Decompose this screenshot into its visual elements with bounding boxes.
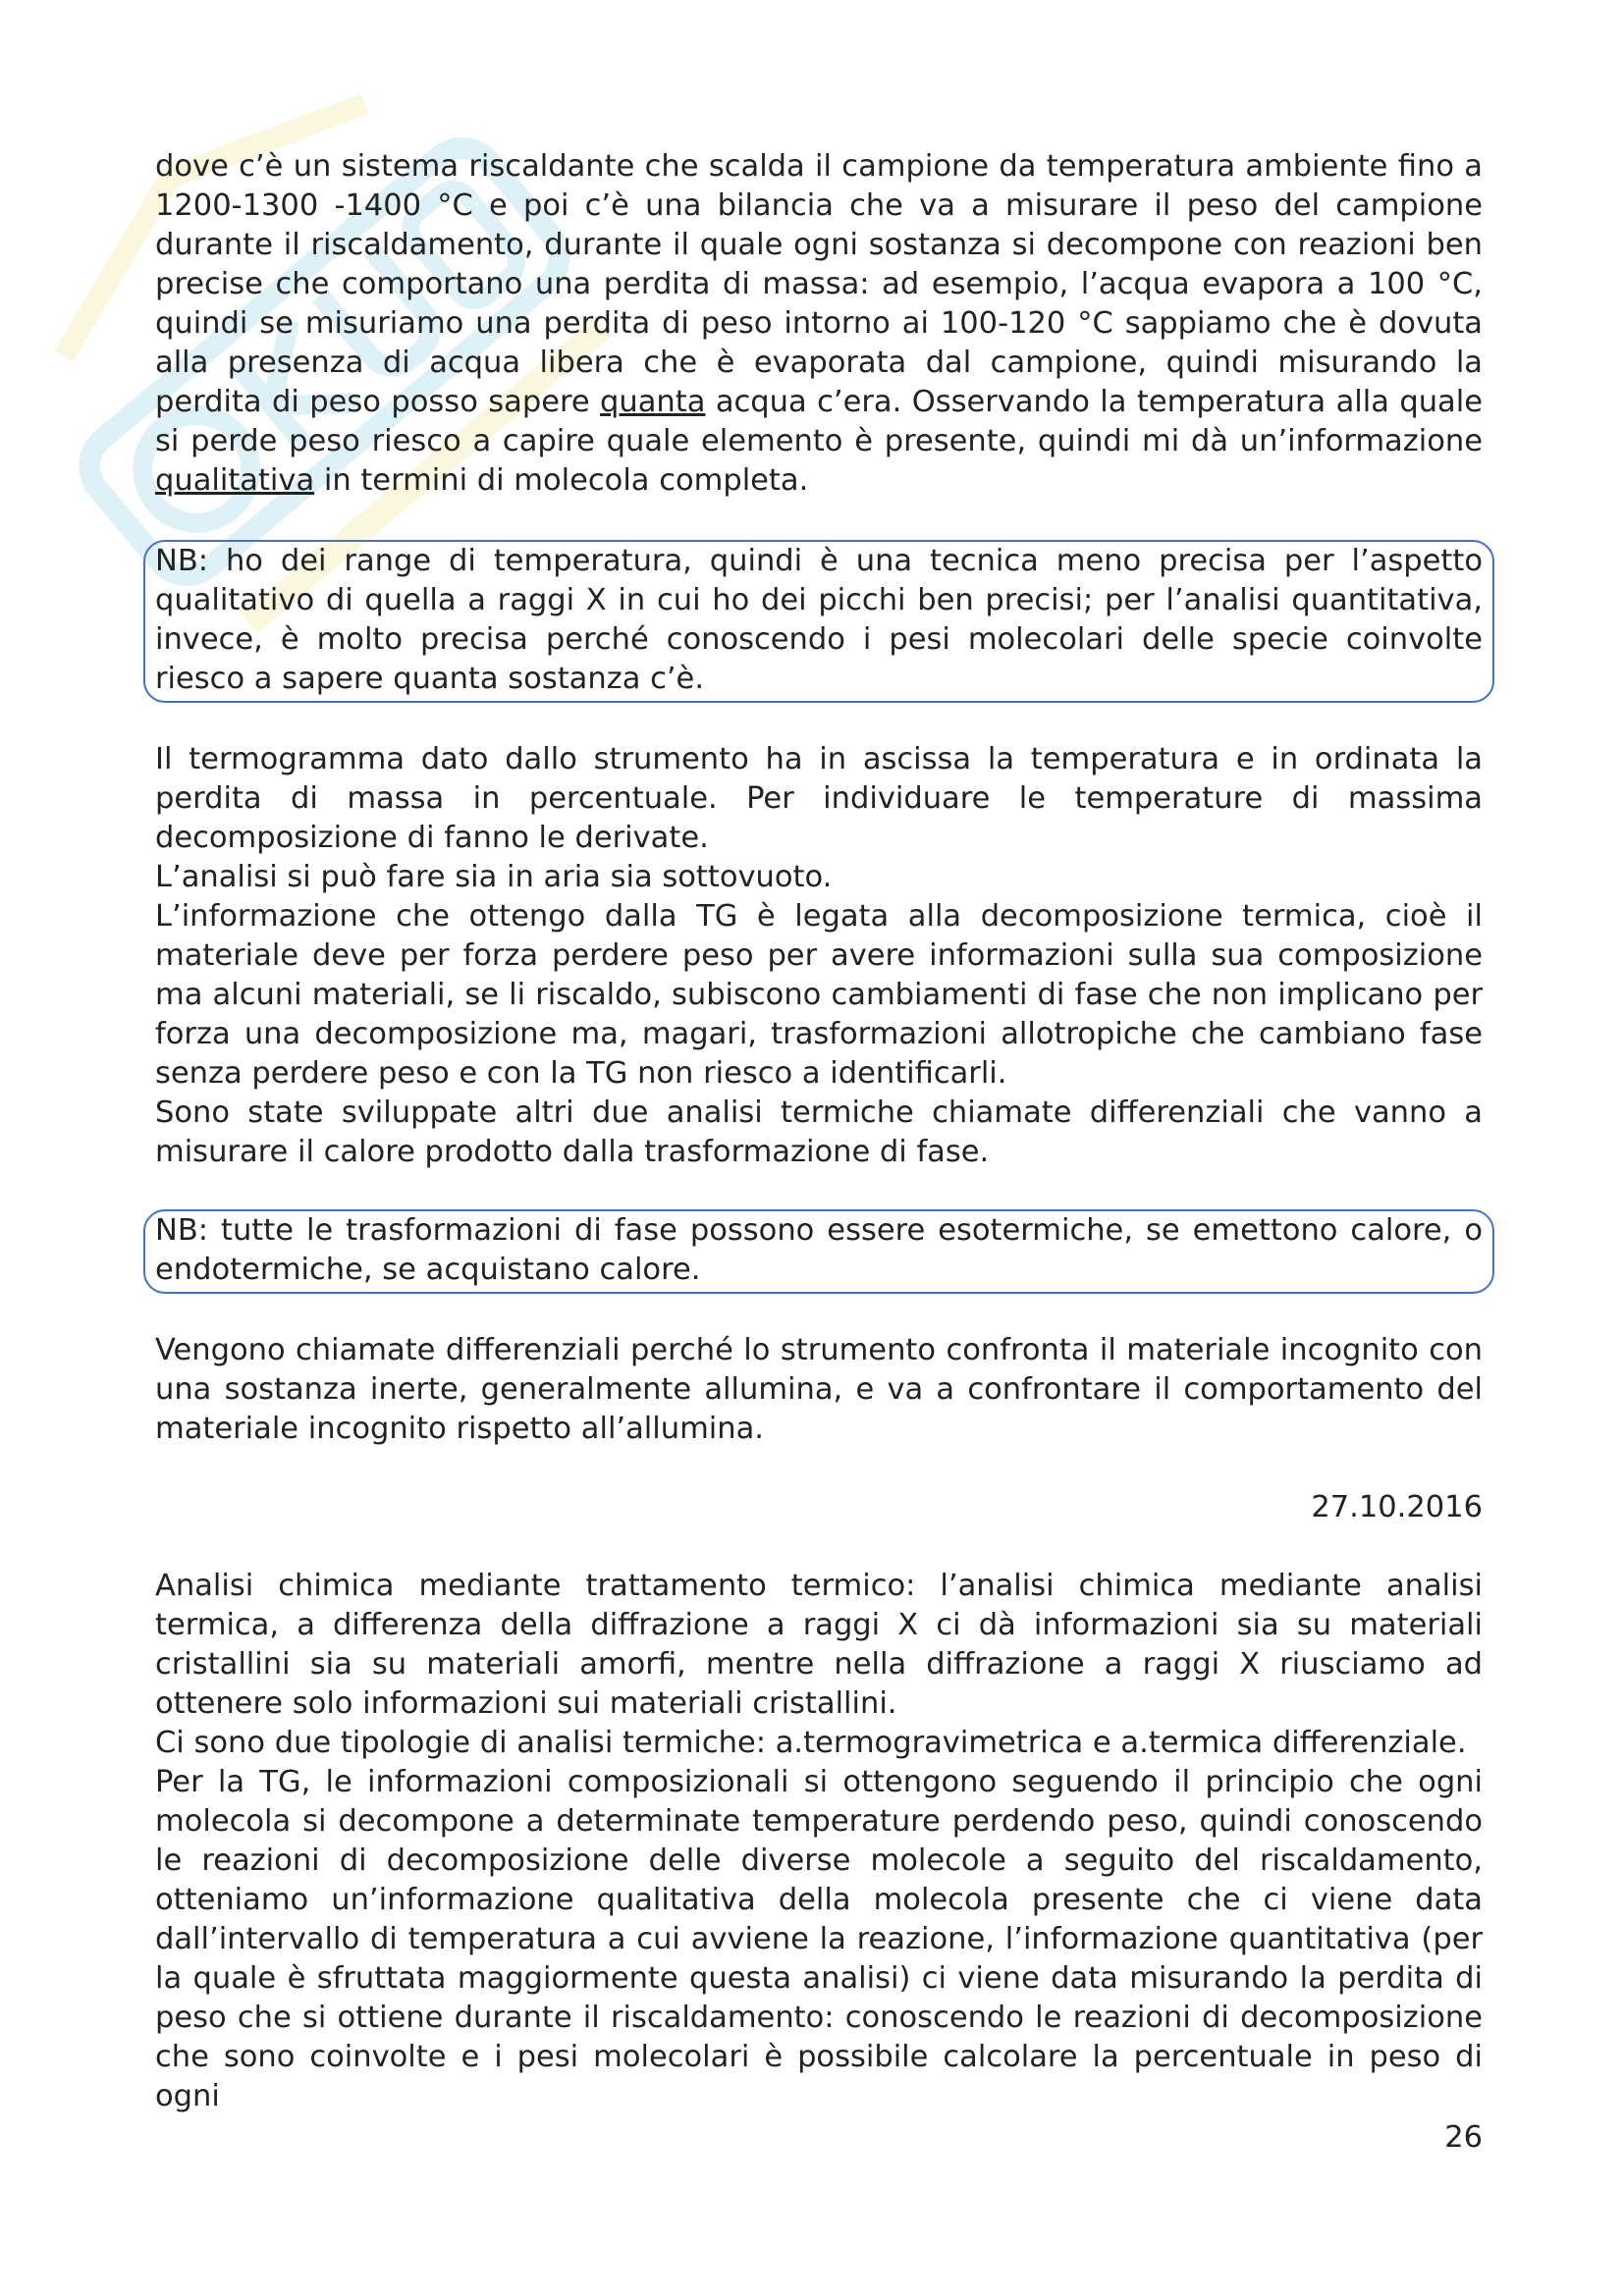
paragraph-termogramma: Il termogramma dato dallo strumento ha in ascissa la temperatura e in ordinata la perdita di massa in percentuale. Per individuare le temperature di massima decomposizione di fanno le derivate. — [155, 742, 1483, 855]
paragraph-informazione-tg: L’informazione che ottengo dalla TG è legata alla decomposizione termica, cioè il materiale deve per forza perdere peso per avere informazioni sulla sua composizione ma alcuni materiali, se li riscaldo, subiscono cambiamenti di fase che non implicano per forza una decomposizione ma, magari, trasformazioni allotropiche che cambiano fase senza perdere peso e con la TG non riesco a identificarli. — [155, 899, 1483, 1091]
paragraph-analisi-chimica: Analisi chimica mediante trattamento termico: l’analisi chimica mediante analisi termica, a differenza della diffrazione a raggi X ci dà informazioni sia su materiali cristallini sia su materiali amorfi, mentre nella diffrazione a raggi X riusciamo ad ottenere solo informazioni sui materiali cristallini. — [155, 1569, 1483, 1721]
page-body — [155, 147, 1483, 2116]
paragraph-differenziali: Vengono chiamate differenziali perché lo strumento confronta il materiale incognito con una sostanza inerte, generalmente allumina, e va a confrontare il comportamento del materiale incognito rispetto all’allumina. — [155, 1333, 1483, 1446]
paragraph-text: dove c’è un sistema riscaldante che scalda il campione da temperatura ambiente fino a 1200-1300 -1400 °C e poi c’è una bilancia che va a misurare il peso del campione durante il riscaldamento, durante il quale ogni sostanza si decompone con reazioni ben precise che comportano una perdita di massa: ad esempio, l’acqua evapora a 100 °C, quindi se misuriamo una perdita di peso intorno ai 100-120 °C sappiamo che è dovuta alla presenza di acqua libera che è evaporata dal campione, quindi misurando la perdita di peso posso sapere — [155, 149, 1483, 419]
lecture-date: 27.10.2016 — [1311, 1490, 1483, 1524]
nb-box-range — [143, 540, 1494, 703]
paragraph-analisi-aria: L’analisi si può fare sia in aria sia sottovuoto. — [155, 860, 833, 894]
nb-text: NB: tutte le trasformazioni di fase possono essere esotermiche, se emettono calore, o endotermiche, se acquistano calore. — [155, 1213, 1483, 1287]
page-number: 26 — [1444, 2120, 1483, 2155]
paragraph-text: acqua c’era. Osservando la temperatura alla quale si perde peso riesco a capire quale elemento è presente, quindi mi dà un’informazione — [155, 385, 1483, 458]
nb-box-trasformazioni — [143, 1209, 1494, 1294]
paragraph-tg-principio: Per la TG, le informazioni composizionali si ottengono seguendo il principio che ogni molecola si decompone a determinate temperature perdendo peso, quindi conoscendo le reazioni di decomposizione delle diverse molecole a seguito del riscaldamento, otteniamo un’informazione qualitativa della molecola presente che ci viene data dall’intervallo di temperatura a cui avviene la reazione, l’informazione quantitativa (per la quale è sfruttata maggiormente questa analisi) ci viene data misurando la perdita di peso che si ottiene durante il riscaldamento: conoscendo le reazioni di decomposizione che sono coinvolte e i pesi molecolari è possibile calcolare la percentuale in peso di ogni — [155, 1765, 1483, 2113]
underlined-qualitativa: qualitativa — [155, 463, 315, 498]
underlined-quanta: quanta — [600, 385, 706, 419]
paragraph-analisi-differenziali: Sono state sviluppate altri due analisi termiche chiamate differenziali che vanno a misurare il calore prodotto dalla trasformazione di fase. — [155, 1095, 1483, 1169]
nb-text: NB: ho dei range di temperatura, quindi è una tecnica meno precisa per l’aspetto qualitativo di quella a raggi X in cui ho dei picchi ben precisi; per l’analisi quantitativa, invece, è molto precisa perché conoscendo i pesi molecolari delle specie coinvolte riesco a sapere quanta sostanza c’è. — [155, 544, 1483, 696]
paragraph-tipologie: Ci sono due tipologie di analisi termiche: a.termogravimetrica e a.termica differenziale. — [155, 1726, 1467, 1760]
paragraph-text: in termini di molecola completa. — [314, 463, 809, 498]
paragraph-tg-intro — [155, 147, 1483, 501]
